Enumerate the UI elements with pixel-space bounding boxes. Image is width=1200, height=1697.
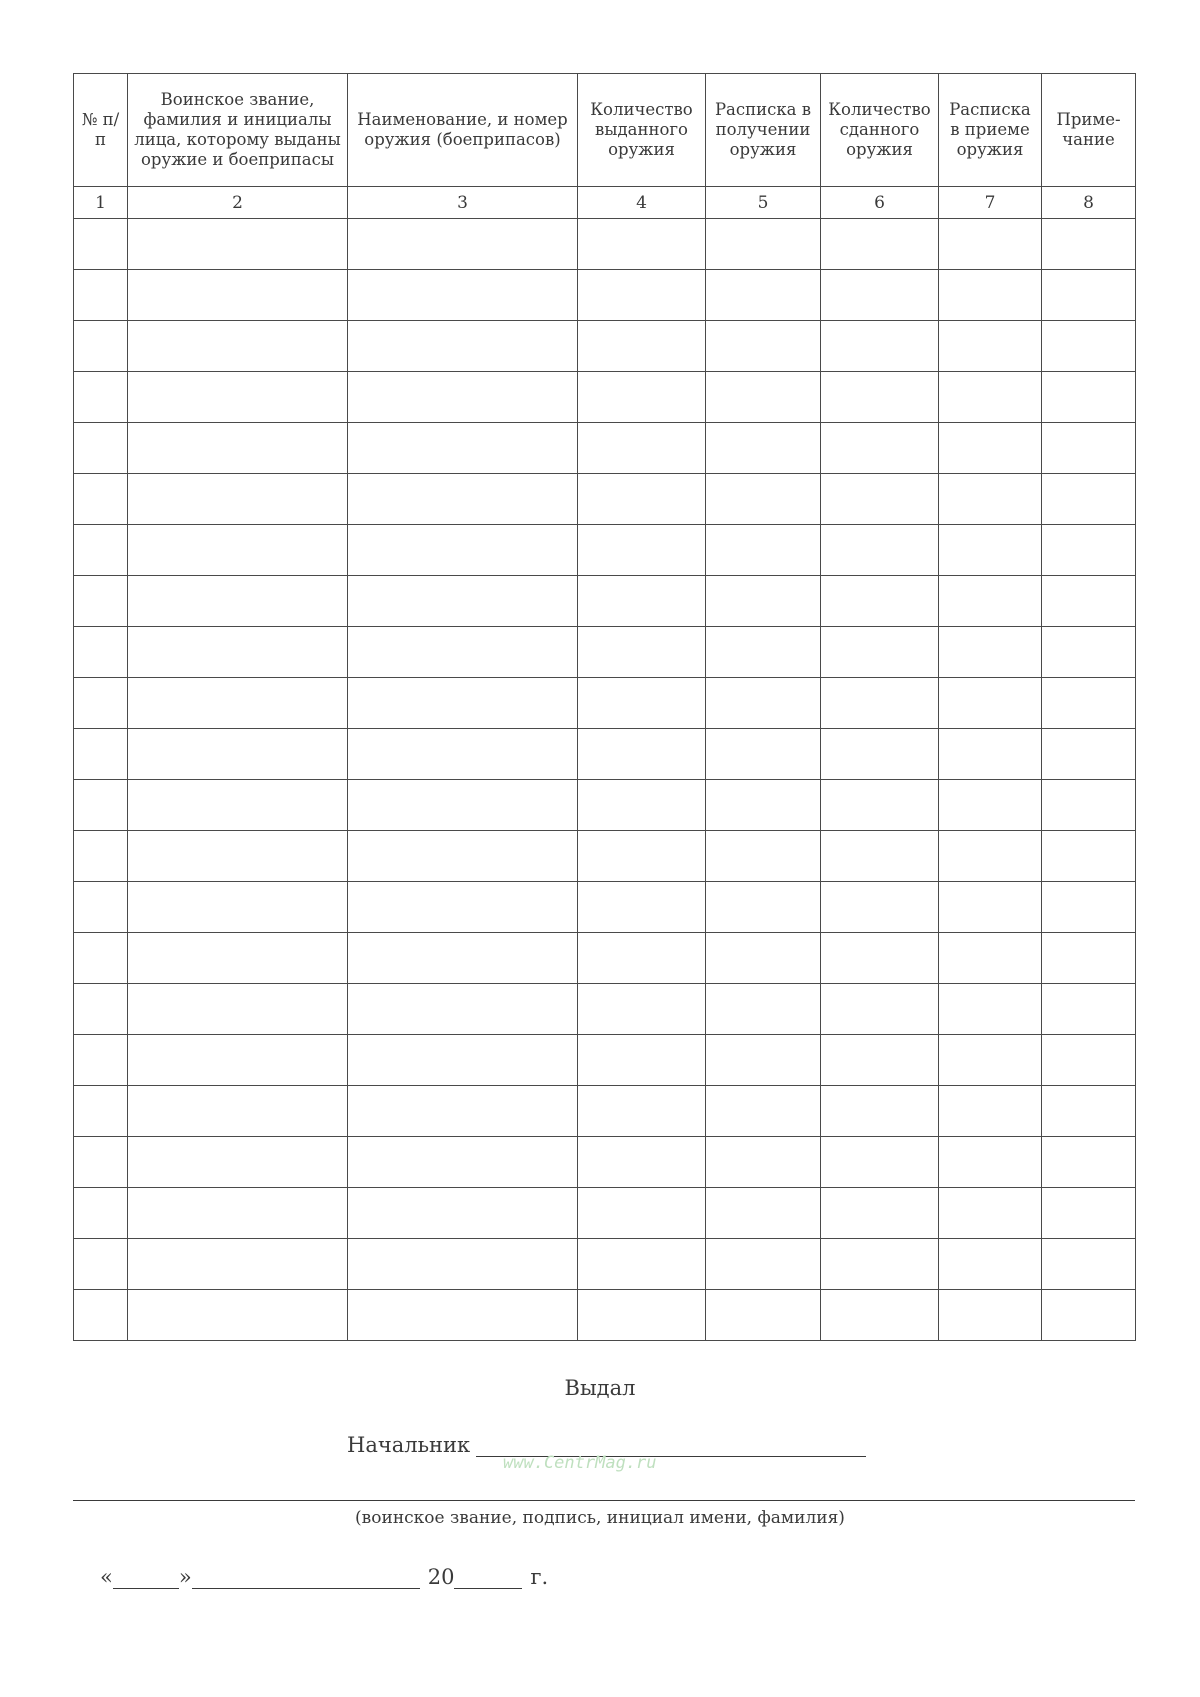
table-cell[interactable] (348, 219, 578, 270)
table-cell[interactable] (578, 270, 706, 321)
table-cell[interactable] (821, 780, 939, 831)
table-cell[interactable] (706, 576, 821, 627)
table-cell[interactable] (578, 627, 706, 678)
table-cell[interactable] (128, 882, 348, 933)
table-cell[interactable] (348, 882, 578, 933)
table-row (74, 372, 1136, 423)
header-row (74, 74, 1136, 187)
column-number: 6 (821, 187, 939, 219)
table-cell[interactable] (706, 1086, 821, 1137)
header-cell-receipt-signature: Расписка в получении оружия (706, 74, 821, 187)
table-cell[interactable] (348, 780, 578, 831)
table-cell[interactable] (74, 882, 128, 933)
table-cell[interactable] (821, 1086, 939, 1137)
date-open-quote: « (100, 1565, 113, 1589)
table-cell[interactable] (706, 372, 821, 423)
table-cell[interactable] (821, 321, 939, 372)
table-cell[interactable] (128, 576, 348, 627)
table-row (74, 678, 1136, 729)
header-cell-acceptance-signature: Расписка в приеме оружия (939, 74, 1042, 187)
table-cell[interactable] (1042, 780, 1136, 831)
table-cell[interactable] (939, 984, 1042, 1035)
table-cell[interactable] (939, 372, 1042, 423)
table-cell[interactable] (348, 270, 578, 321)
table-row (74, 984, 1136, 1035)
table-cell[interactable] (1042, 627, 1136, 678)
table-cell[interactable] (939, 882, 1042, 933)
table-cell[interactable] (128, 933, 348, 984)
table-cell[interactable] (706, 984, 821, 1035)
table-cell[interactable] (706, 1137, 821, 1188)
table-cell[interactable] (348, 1137, 578, 1188)
date-row (100, 1565, 548, 1589)
table-cell[interactable] (74, 678, 128, 729)
table-cell[interactable] (578, 576, 706, 627)
table-cell[interactable] (578, 423, 706, 474)
table-cell[interactable] (578, 1137, 706, 1188)
table-row (74, 1035, 1136, 1086)
date-day-blank[interactable] (113, 1566, 179, 1589)
table-cell[interactable] (578, 678, 706, 729)
table-cell[interactable] (74, 729, 128, 780)
table-cell[interactable] (578, 933, 706, 984)
table-cell[interactable] (706, 729, 821, 780)
header-cell-note: Приме-чание (1042, 74, 1136, 187)
chief-label: Начальник (347, 1433, 471, 1457)
column-number: 4 (578, 187, 706, 219)
table-cell[interactable] (578, 831, 706, 882)
table-cell[interactable] (821, 1035, 939, 1086)
table-cell[interactable] (578, 219, 706, 270)
table-cell[interactable] (939, 678, 1042, 729)
table-cell[interactable] (74, 525, 128, 576)
date-year-suffix: г. (530, 1565, 549, 1589)
table-cell[interactable] (74, 576, 128, 627)
table-cell[interactable] (939, 321, 1042, 372)
table-cell[interactable] (128, 627, 348, 678)
table-cell[interactable] (578, 1188, 706, 1239)
table-cell[interactable] (821, 576, 939, 627)
table-cell[interactable] (348, 1188, 578, 1239)
table-cell[interactable] (706, 1290, 821, 1341)
table-cell[interactable] (128, 474, 348, 525)
table-cell[interactable] (706, 1188, 821, 1239)
table-cell[interactable] (128, 1035, 348, 1086)
table-cell[interactable] (578, 525, 706, 576)
table-row (74, 882, 1136, 933)
table-row (74, 219, 1136, 270)
table-cell[interactable] (1042, 1239, 1136, 1290)
table-cell[interactable] (939, 1239, 1042, 1290)
table-cell[interactable] (821, 1137, 939, 1188)
table-cell[interactable] (348, 984, 578, 1035)
header-cell-number: № п/п (74, 74, 128, 187)
header-cell-issued-qty: Количество выданного оружия (578, 74, 706, 187)
table-row (74, 1188, 1136, 1239)
table-cell[interactable] (1042, 474, 1136, 525)
table-cell[interactable] (706, 474, 821, 525)
table-cell[interactable] (1042, 321, 1136, 372)
header-cell-returned-qty: Количество сданного оружия (821, 74, 939, 187)
table-cell[interactable] (706, 627, 821, 678)
table-cell[interactable] (1042, 576, 1136, 627)
table-cell[interactable] (74, 984, 128, 1035)
table-cell[interactable] (821, 423, 939, 474)
table-cell[interactable] (1042, 1137, 1136, 1188)
table-cell[interactable] (1042, 270, 1136, 321)
table-cell[interactable] (1042, 729, 1136, 780)
table-cell[interactable] (128, 831, 348, 882)
table-cell[interactable] (939, 831, 1042, 882)
table-cell[interactable] (348, 933, 578, 984)
table-cell[interactable] (939, 219, 1042, 270)
table-cell[interactable] (578, 474, 706, 525)
table-row (74, 270, 1136, 321)
table-cell[interactable] (1042, 219, 1136, 270)
table-cell[interactable] (1042, 984, 1136, 1035)
table-cell[interactable] (939, 270, 1042, 321)
table-cell[interactable] (821, 270, 939, 321)
table-row (74, 780, 1136, 831)
table-cell[interactable] (128, 321, 348, 372)
table-cell[interactable] (74, 1188, 128, 1239)
table-cell[interactable] (821, 525, 939, 576)
table-cell[interactable] (348, 1086, 578, 1137)
table-cell[interactable] (578, 1035, 706, 1086)
table-cell[interactable] (128, 1290, 348, 1341)
table-row (74, 423, 1136, 474)
table-cell[interactable] (939, 1188, 1042, 1239)
table-cell[interactable] (821, 627, 939, 678)
table-cell[interactable] (348, 525, 578, 576)
table-row (74, 576, 1136, 627)
table-cell[interactable] (74, 627, 128, 678)
table-cell[interactable] (706, 882, 821, 933)
table-cell[interactable] (348, 474, 578, 525)
column-number: 5 (706, 187, 821, 219)
table-cell[interactable] (74, 270, 128, 321)
table-cell[interactable] (128, 525, 348, 576)
table-cell[interactable] (578, 882, 706, 933)
table-row (74, 729, 1136, 780)
table-cell[interactable] (1042, 1086, 1136, 1137)
table-cell[interactable] (74, 1035, 128, 1086)
table-cell[interactable] (74, 372, 128, 423)
table-cell[interactable] (348, 576, 578, 627)
table-cell[interactable] (706, 219, 821, 270)
table-cell[interactable] (348, 831, 578, 882)
table-cell[interactable] (348, 678, 578, 729)
table-cell[interactable] (578, 1239, 706, 1290)
table-cell[interactable] (939, 1290, 1042, 1341)
table-cell[interactable] (578, 984, 706, 1035)
signature-full-line[interactable] (73, 1500, 1135, 1501)
table-cell[interactable] (706, 321, 821, 372)
header-cell-weapon-name: Наименование, и номер оружия (боеприпасов) (348, 74, 578, 187)
table-cell[interactable] (578, 321, 706, 372)
table-cell[interactable] (939, 474, 1042, 525)
table-cell[interactable] (1042, 1290, 1136, 1341)
table-cell[interactable] (821, 831, 939, 882)
date-year-blank[interactable] (454, 1566, 522, 1589)
table-cell[interactable] (578, 1290, 706, 1341)
table-cell[interactable] (74, 1239, 128, 1290)
table-row (74, 1290, 1136, 1341)
table-cell[interactable] (74, 1290, 128, 1341)
table-row (74, 1086, 1136, 1137)
table-cell[interactable] (821, 984, 939, 1035)
table-cell[interactable] (821, 933, 939, 984)
table-cell[interactable] (578, 1086, 706, 1137)
table-cell[interactable] (939, 1035, 1042, 1086)
table-cell[interactable] (74, 474, 128, 525)
table-cell[interactable] (348, 423, 578, 474)
table-cell[interactable] (821, 1239, 939, 1290)
table-cell[interactable] (706, 1239, 821, 1290)
table-cell[interactable] (74, 831, 128, 882)
table-cell[interactable] (706, 780, 821, 831)
column-number: 3 (348, 187, 578, 219)
column-number: 8 (1042, 187, 1136, 219)
header-cell-recipient: Воинское звание, фамилия и инициалы лица, которому выданы оружие и боеприпасы (128, 74, 348, 187)
table-cell[interactable] (1042, 372, 1136, 423)
table-cell[interactable] (1042, 1188, 1136, 1239)
table-cell[interactable] (1042, 933, 1136, 984)
table-cell[interactable] (74, 933, 128, 984)
watermark: www.CentrMag.ru (503, 1453, 657, 1473)
table-cell[interactable] (939, 1137, 1042, 1188)
table-cell[interactable] (1042, 882, 1136, 933)
table-cell[interactable] (821, 1290, 939, 1341)
date-month-blank[interactable] (192, 1566, 420, 1589)
table-cell[interactable] (128, 372, 348, 423)
table-cell[interactable] (706, 270, 821, 321)
table-cell[interactable] (74, 321, 128, 372)
table-cell[interactable] (128, 270, 348, 321)
date-century: 20 (427, 1565, 455, 1589)
table-cell[interactable] (348, 627, 578, 678)
table-cell[interactable] (348, 729, 578, 780)
table-cell[interactable] (706, 678, 821, 729)
table-cell[interactable] (706, 1035, 821, 1086)
table-row (74, 1137, 1136, 1188)
table-cell[interactable] (348, 1290, 578, 1341)
table-row (74, 321, 1136, 372)
table-cell[interactable] (939, 933, 1042, 984)
table-cell[interactable] (348, 1035, 578, 1086)
table-cell[interactable] (939, 1086, 1042, 1137)
weapons-issue-register-table (73, 73, 1136, 1341)
table-cell[interactable] (128, 984, 348, 1035)
column-number: 1 (74, 187, 128, 219)
table-cell[interactable] (821, 219, 939, 270)
table-cell[interactable] (706, 423, 821, 474)
table-cell[interactable] (128, 1239, 348, 1290)
table-cell[interactable] (348, 321, 578, 372)
table-cell[interactable] (706, 933, 821, 984)
table-cell[interactable] (74, 423, 128, 474)
table-cell[interactable] (821, 1188, 939, 1239)
table-cell[interactable] (128, 729, 348, 780)
table-row (74, 933, 1136, 984)
table-cell[interactable] (1042, 678, 1136, 729)
table-row (74, 1239, 1136, 1290)
table-cell[interactable] (74, 780, 128, 831)
table-cell[interactable] (939, 576, 1042, 627)
table-cell[interactable] (128, 423, 348, 474)
table-cell[interactable] (128, 1188, 348, 1239)
table-cell[interactable] (578, 780, 706, 831)
table-cell[interactable] (348, 372, 578, 423)
table-cell[interactable] (821, 474, 939, 525)
table-cell[interactable] (128, 1086, 348, 1137)
table-cell[interactable] (128, 780, 348, 831)
table-cell[interactable] (1042, 525, 1136, 576)
table-cell[interactable] (939, 525, 1042, 576)
table-row (74, 831, 1136, 882)
table-cell[interactable] (348, 1239, 578, 1290)
table-cell[interactable] (578, 729, 706, 780)
issued-by-label: Выдал (564, 1376, 636, 1400)
column-number-row (74, 187, 1136, 219)
table-row (74, 525, 1136, 576)
date-close-quote: » (178, 1565, 192, 1589)
column-number: 7 (939, 187, 1042, 219)
table-cell[interactable] (706, 525, 821, 576)
table-cell[interactable] (939, 627, 1042, 678)
table-cell[interactable] (128, 219, 348, 270)
table-cell[interactable] (1042, 831, 1136, 882)
column-number: 2 (128, 187, 348, 219)
table-cell[interactable] (821, 882, 939, 933)
table-row (74, 474, 1136, 525)
table-cell[interactable] (74, 219, 128, 270)
table-cell[interactable] (939, 423, 1042, 474)
table-cell[interactable] (1042, 423, 1136, 474)
signature-caption: (воинское звание, подпись, инициал имени, фамилия) (355, 1508, 845, 1528)
table-cell[interactable] (821, 678, 939, 729)
table-cell[interactable] (821, 729, 939, 780)
table-cell[interactable] (1042, 1035, 1136, 1086)
table-row (74, 627, 1136, 678)
table-cell[interactable] (74, 1086, 128, 1137)
table-cell[interactable] (939, 780, 1042, 831)
table-cell[interactable] (706, 831, 821, 882)
table-cell[interactable] (578, 372, 706, 423)
table-cell[interactable] (821, 372, 939, 423)
table-cell[interactable] (128, 678, 348, 729)
table-cell[interactable] (939, 729, 1042, 780)
table-cell[interactable] (128, 1137, 348, 1188)
table-cell[interactable] (74, 1137, 128, 1188)
